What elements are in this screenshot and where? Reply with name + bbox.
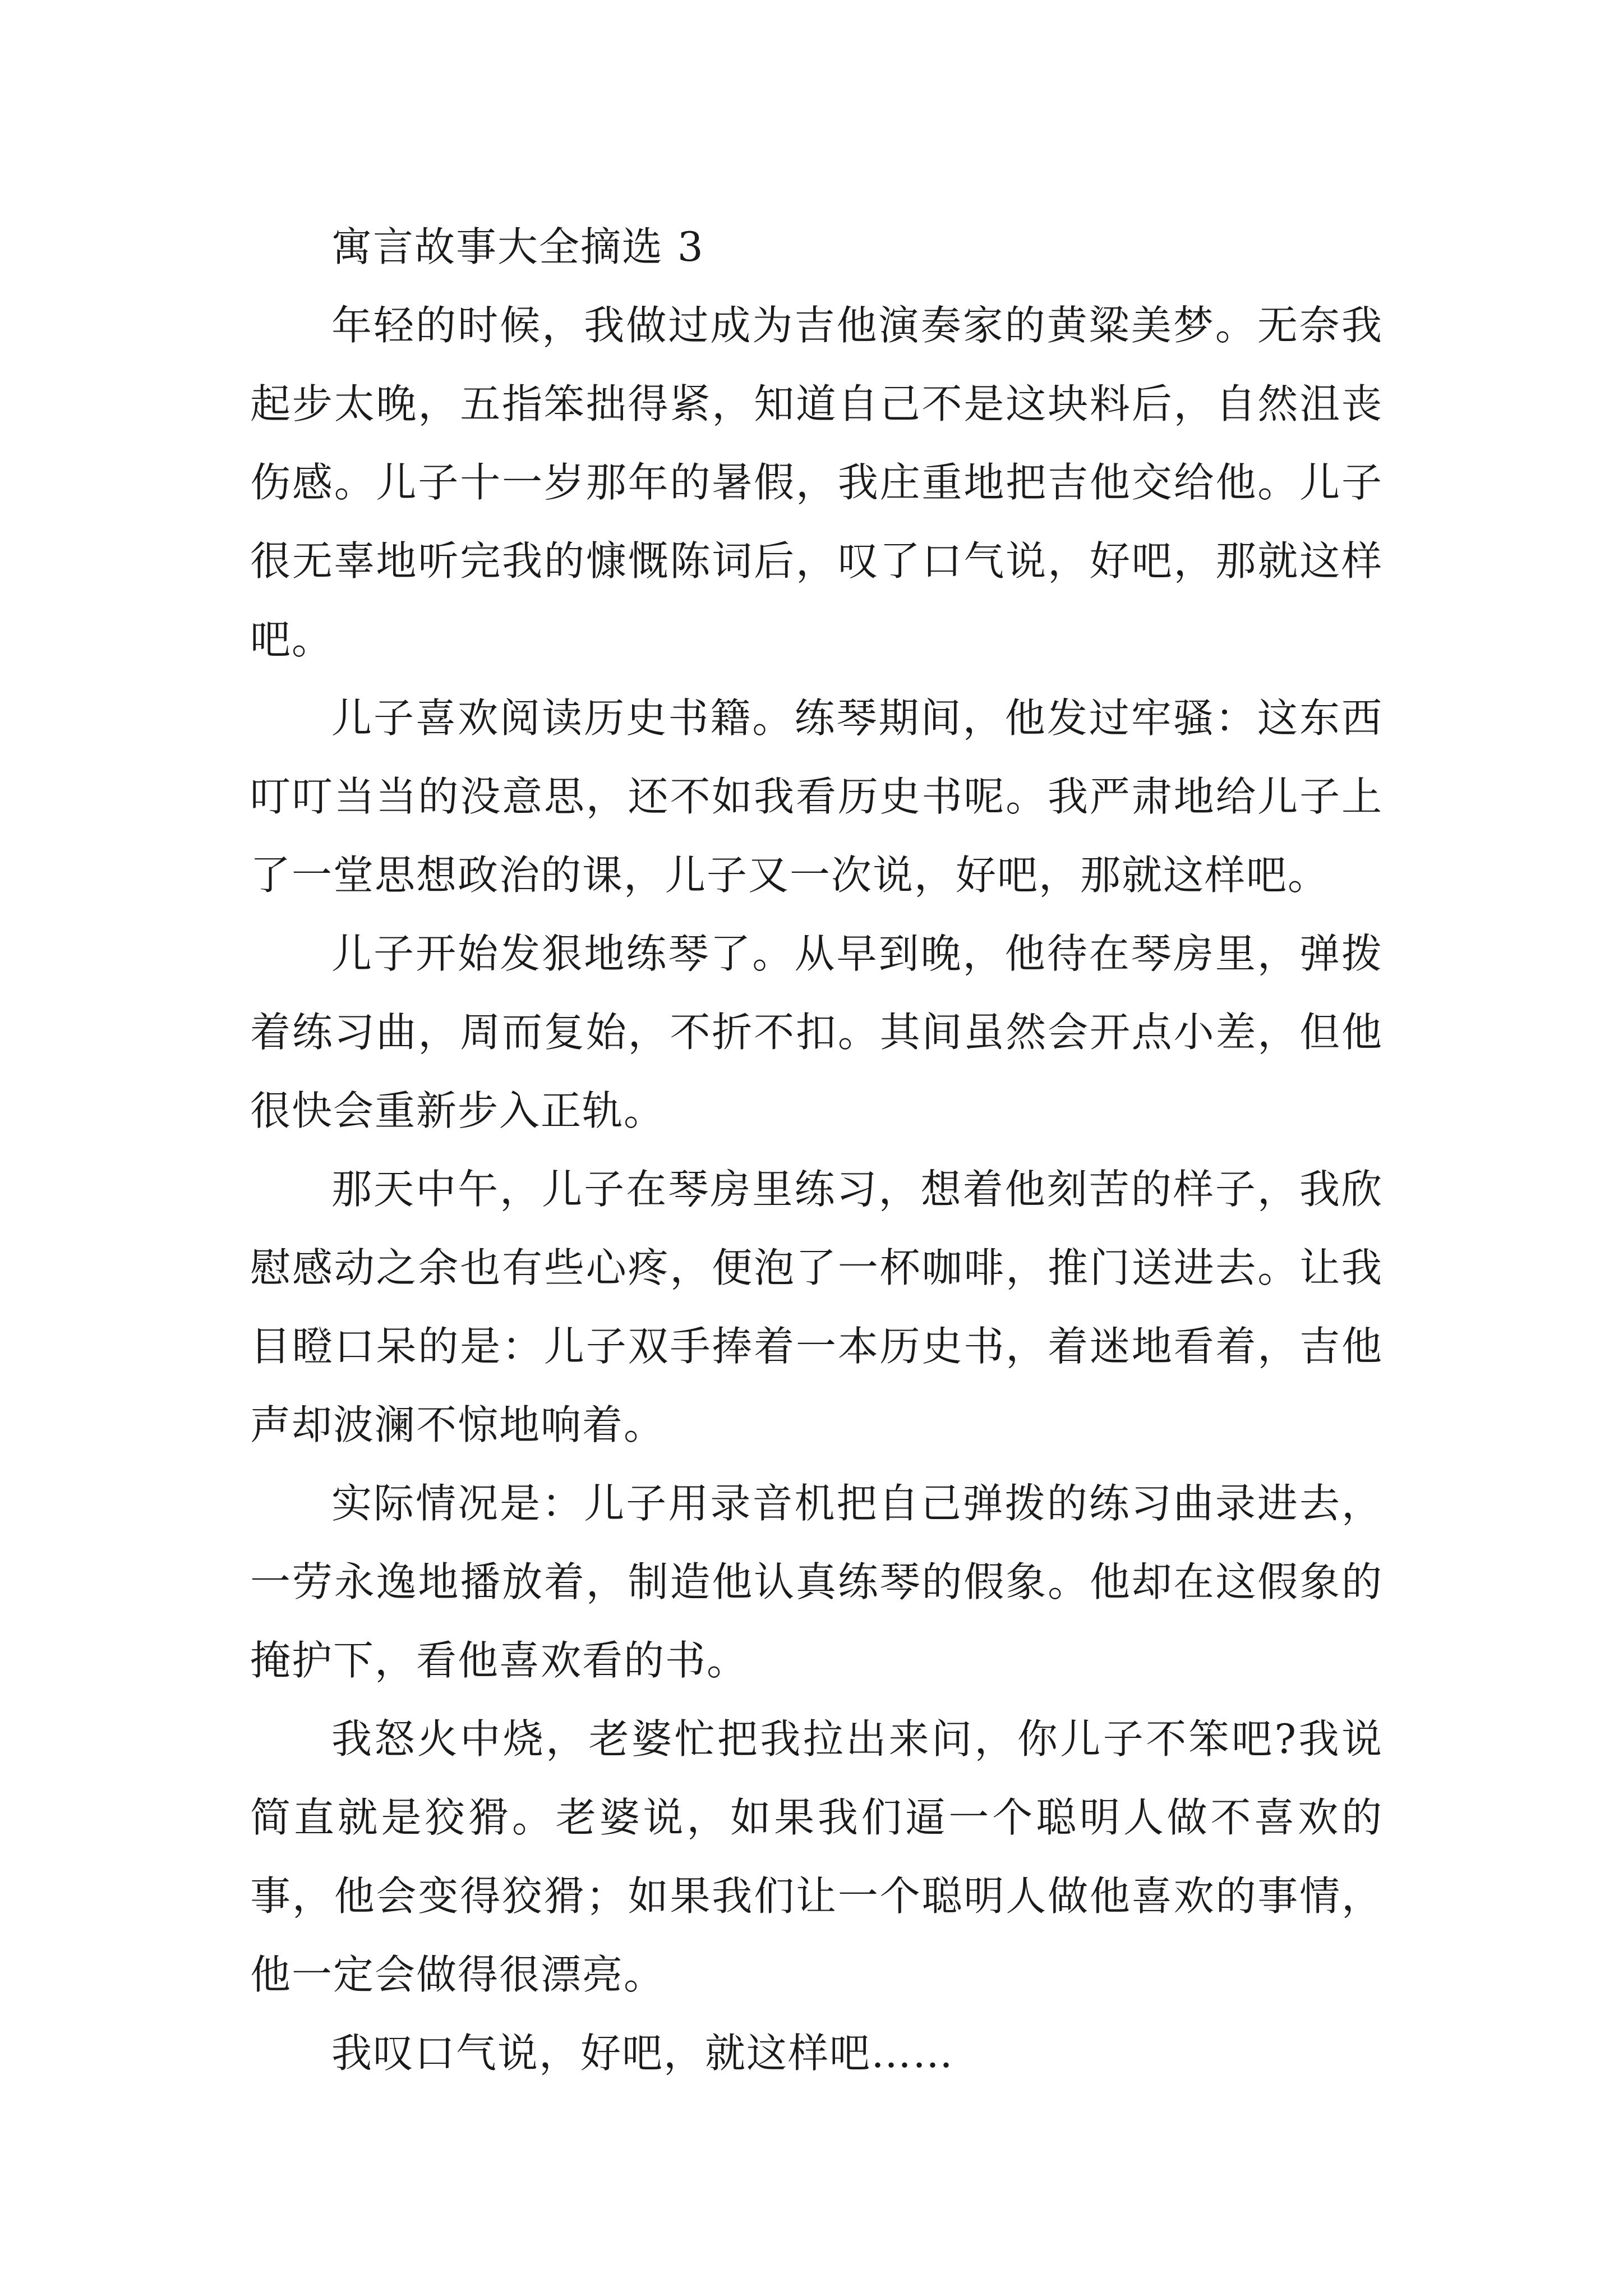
paragraph-6: 我怒火中烧，老婆忙把我拉出来问，你儿子不笨吧?我说简直就是狡猾。老婆说，如果我们逼一个聪明人做不喜欢的事，他会变得狡猾；如果我们让一个聪明人做他喜欢的事情，他一定会做得很漂亮。 (250, 1715, 1383, 1998)
document-body (250, 208, 1383, 2092)
paragraph-4: 那天中午，儿子在琴房里练习，想着他刻苦的样子，我欣慰感动之余也有些心疼，便泡了一杯咖啡，推门送进去。让我目瞪口呆的是：儿子双手捧着一本历史书，着迷地看着，吉他声却波澜不惊地响着。 (250, 1166, 1383, 1448)
paragraph-7: 我叹口气说，好吧，就这样吧…… (331, 2030, 955, 2077)
paragraph-5: 实际情况是：儿子用录音机把自己弹拨的练习曲录进去，一劳永逸地播放着，制造他认真练琴的假象。他却在这假象的掩护下，看他喜欢看的书。 (250, 1480, 1383, 1684)
document-title: 寓言故事大全摘选 3 (331, 223, 704, 270)
paragraph-1: 年轻的时候，我做过成为吉他演奏家的黄粱美梦。无奈我起步太晚，五指笨拙得紧，知道自己不是这块料后，自然沮丧伤感。儿子十一岁那年的暑假，我庄重地把吉他交给他。儿子很无辜地听完我的慷慨陈词后，叹了口气说，好吧，那就这样吧。 (250, 302, 1383, 663)
paragraph-3: 儿子开始发狠地练琴了。从早到晚，他待在琴房里，弹拨着练习曲，周而复始，不折不扣。其间虽然会开点小差，但他很快会重新步入正轨。 (250, 930, 1383, 1134)
paragraph-2: 儿子喜欢阅读历史书籍。练琴期间，他发过牢骚：这东西叮叮当当的没意思，还不如我看历史书呢。我严肃地给儿子上了一堂思想政治的课，儿子又一次说，好吧，那就这样吧。 (250, 694, 1383, 899)
